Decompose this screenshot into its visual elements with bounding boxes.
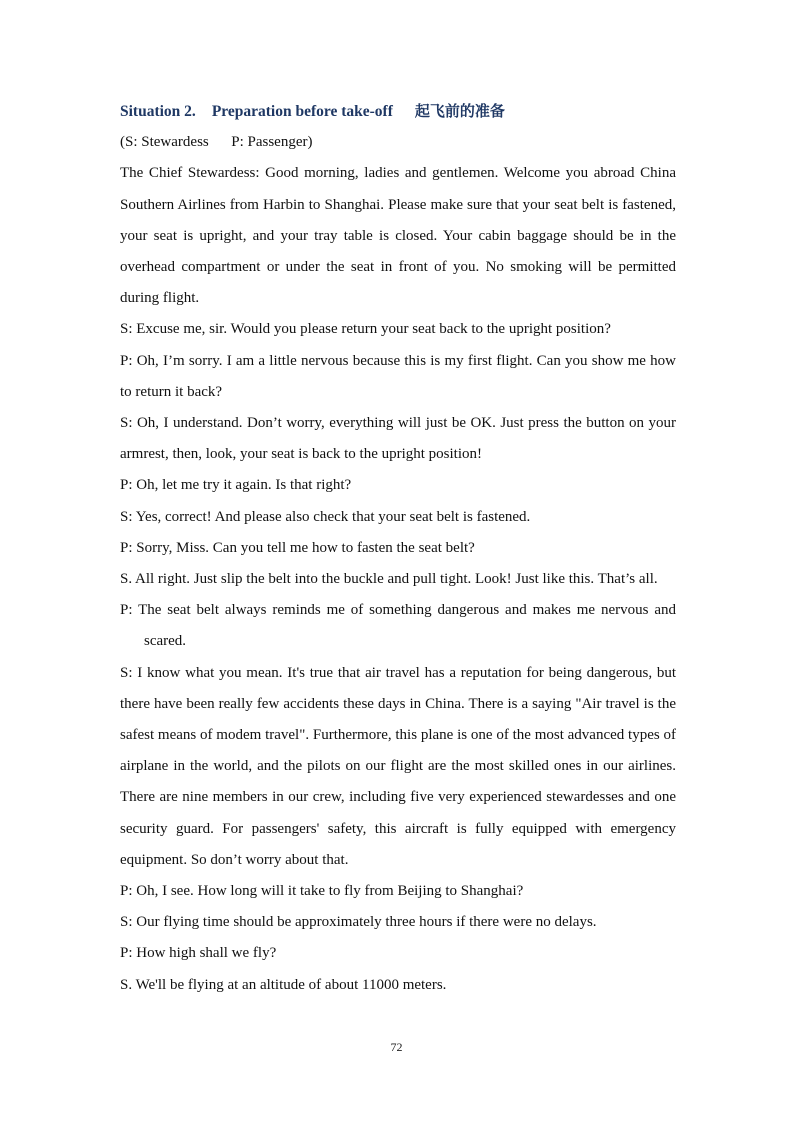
dialogue-line: P: The seat belt always reminds me of something dangerous and makes me nervous and scared. (120, 602, 676, 650)
situation-label: Situation 2. (120, 103, 196, 120)
roles-legend: (S: Stewardess P: Passenger) (120, 134, 313, 151)
page-number: 72 (390, 1040, 403, 1054)
situation-title: Preparation before take-off (211, 103, 393, 120)
dialogue-line: P: Oh, let me try it again. Is that right? (120, 477, 352, 494)
dialogue-line: P: How high shall we fly? (120, 945, 277, 962)
dialogue-line: S: Our flying time should be approximately three hours if there were no delays. (120, 914, 597, 931)
announcement-paragraph: The Chief Stewardess: Good morning, ladies and gentlemen. Welcome you abroad China Southern Airlines from Harbin to Shanghai. Please make sure that your seat belt is fastened, your seat is upright, and your tray table is closed. Your cabin baggage should be in the overhead compartment or under the seat in front of you. No smoking will be permitted during flight. (120, 165, 676, 307)
dialogue-line: S: Oh, I understand. Don’t worry, everything will just be OK. Just press the button on your armrest, then, look, your seat is back to the upright position! (120, 415, 676, 463)
dialogue-line: S: I know what you mean. It's true that air travel has a reputation for being dangerous, but there have been really few accidents these days in China. There is a saying "Air travel is the safest means of modem travel". Furthermore, this plane is one of the most advanced types of airplane in the world, and the pilots on our flight are the most skilled ones in our airlines. There are nine members in our crew, including five very experienced stewardesses and one security guard. For passengers' safety, this aircraft is fully equipped with emergency equipment. So don’t worry about that. (120, 664, 676, 868)
dialogue-line: S. All right. Just slip the belt into the buckle and pull tight. Look! Just like this. That’s all. (120, 571, 658, 588)
section-heading (120, 96, 676, 127)
dialogue-line: P: Oh, I’m sorry. I am a little nervous because this is my first flight. Can you show me how to return it back? (120, 352, 676, 400)
document-body (120, 96, 676, 1001)
dialogue-line: S. We'll be flying at an altitude of about 11000 meters. (120, 976, 447, 993)
dialogue-line: S: Excuse me, sir. Would you please return your seat back to the upright position? (120, 321, 611, 338)
dialogue-line: S: Yes, correct! And please also check that your seat belt is fastened. (120, 508, 531, 525)
dialogue-line: P: Oh, I see. How long will it take to fly from Beijing to Shanghai? (120, 883, 524, 900)
dialogue-line: P: Sorry, Miss. Can you tell me how to fasten the seat belt? (120, 539, 475, 556)
situation-title-chinese: 起飞前的准备 (414, 102, 505, 120)
